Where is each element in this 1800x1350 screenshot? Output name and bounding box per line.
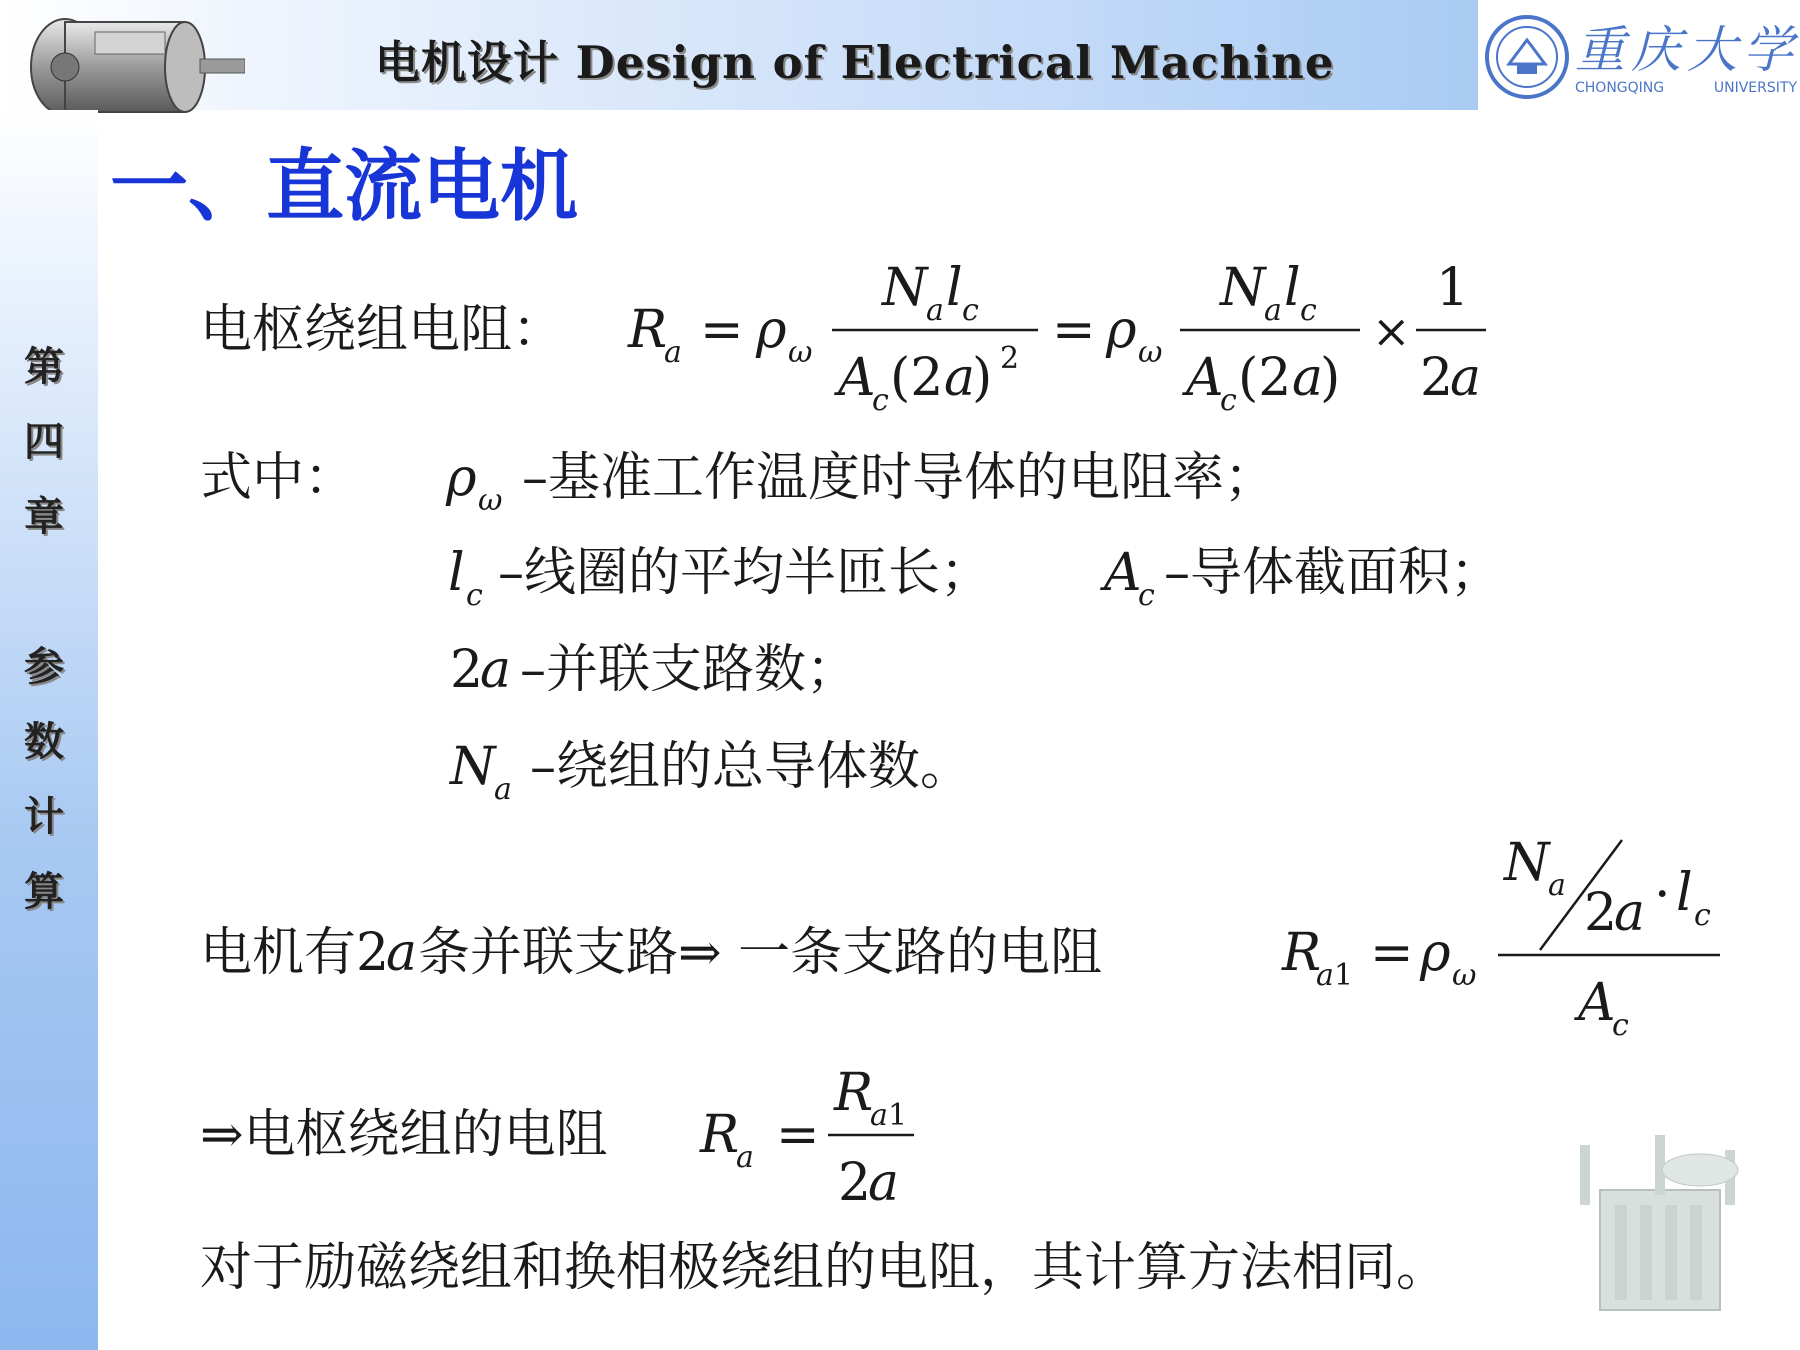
chapter-char: 数 [24, 719, 64, 765]
svg-text:2: 2 [838, 1153, 872, 1213]
svg-text:2: 2 [1000, 341, 1020, 376]
svg-text:a: a [870, 1098, 888, 1133]
closing-text: 对于励磁绕组和换相极绕组的电阻，其计算方法相同。 [200, 1238, 1449, 1298]
svg-text:a: a [494, 772, 512, 807]
svg-text:1: 1 [888, 1098, 908, 1133]
svg-text:a: a [1614, 883, 1646, 943]
svg-text:R: R [1282, 923, 1322, 983]
svg-text:c: c [1220, 383, 1237, 418]
svg-text:ρ: ρ [446, 448, 477, 508]
svg-text:A: A [1186, 348, 1224, 408]
svg-text:a: a [1316, 958, 1334, 993]
svg-text:a: a [1450, 348, 1482, 408]
svg-text:l: l [1284, 258, 1301, 318]
chapter-char: 参 [24, 644, 64, 690]
svg-text:): ) [1320, 348, 1341, 408]
svg-text:c: c [1612, 1008, 1629, 1043]
def-na [448, 737, 972, 807]
def-ac-text: –导体截面积； [1164, 543, 1503, 603]
svg-text:(2: (2 [890, 348, 944, 408]
svg-text:=: = [1052, 300, 1096, 360]
svg-text:R: R [700, 1105, 740, 1165]
svg-text:a: a [926, 293, 944, 328]
svg-text:2: 2 [356, 923, 390, 983]
svg-text:=: = [1370, 923, 1414, 983]
svg-text:R: R [834, 1063, 874, 1123]
svg-text:a: a [944, 348, 976, 408]
chapter-char: 四 [24, 419, 64, 465]
svg-text:(2: (2 [1238, 348, 1292, 408]
svg-text:1: 1 [1334, 958, 1354, 993]
svg-text:ρ: ρ [1420, 923, 1451, 983]
branch-text-a: 电机有 [200, 923, 357, 983]
university-en-left: CHONGQING [1575, 80, 1665, 96]
svg-text:a: a [1264, 293, 1282, 328]
def-lc-text: –线圈的平均半匝长； [498, 543, 993, 603]
svg-text:·: · [1654, 865, 1671, 925]
svg-text:A: A [1104, 543, 1142, 603]
svg-text:1: 1 [1436, 258, 1470, 318]
branch-text-b: 条并联支路⇒ 一条支路的电阻 [418, 923, 1103, 983]
svg-text:a: a [736, 1140, 754, 1175]
svg-text:2: 2 [1420, 348, 1454, 408]
result-text: ⇒电枢绕组的电阻 [200, 1105, 608, 1165]
branch-resistance [200, 833, 1720, 1043]
svg-text:R: R [628, 300, 668, 360]
def-lc-ac [448, 543, 1502, 613]
chapter-char: 计 [24, 794, 64, 840]
svg-text:l: l [1676, 863, 1693, 923]
formula-ra [627, 258, 1486, 418]
svg-text:c: c [466, 578, 483, 613]
where-label: 式中： [200, 448, 357, 508]
svg-text:ρ: ρ [756, 300, 787, 360]
svg-text:N: N [1504, 833, 1550, 893]
banner-title: 电机设计 Design of Electrical Machine [375, 36, 1335, 89]
svg-text:N: N [882, 258, 928, 318]
armature-label: 电枢绕组电阻： [200, 300, 565, 360]
def-2a-text: –并联支路数； [520, 640, 859, 700]
def-2a [450, 640, 858, 700]
svg-text:ω: ω [788, 335, 813, 370]
chapter-char: 第 [24, 344, 64, 390]
svg-text:): ) [972, 348, 993, 408]
university-en-right: UNIVERSITY [1713, 80, 1797, 96]
svg-text:c: c [872, 383, 889, 418]
svg-text:=: = [776, 1105, 820, 1165]
def-rho [445, 448, 1276, 518]
svg-text:×: × [1372, 304, 1411, 358]
svg-text:l: l [946, 258, 963, 318]
svg-text:2: 2 [450, 640, 484, 700]
svg-text:N: N [450, 737, 496, 797]
svg-text:a: a [480, 640, 512, 700]
svg-text:A: A [838, 348, 876, 408]
svg-text:A: A [1578, 973, 1616, 1033]
university-name-cn: 重庆大学 [1575, 21, 1799, 79]
svg-text:c: c [1694, 898, 1711, 933]
chapter-char: 章 [24, 494, 64, 540]
svg-text:a: a [664, 335, 682, 370]
svg-text:ω: ω [478, 483, 503, 518]
svg-text:ω: ω [1452, 958, 1477, 993]
svg-text:ω: ω [1138, 335, 1163, 370]
svg-text:c: c [962, 293, 979, 328]
svg-text:a: a [868, 1153, 900, 1213]
svg-text:a: a [1548, 868, 1566, 903]
chapter-char: 算 [24, 869, 64, 915]
svg-text:ρ: ρ [1106, 300, 1137, 360]
svg-text:N: N [1220, 258, 1266, 318]
slide-heading: 一、直流电机 [110, 142, 579, 232]
armature-result [200, 1063, 914, 1213]
svg-text:a: a [386, 923, 418, 983]
svg-text:=: = [700, 300, 744, 360]
svg-text:a: a [1292, 348, 1324, 408]
svg-text:c: c [1138, 578, 1155, 613]
svg-text:2: 2 [1584, 883, 1618, 943]
def-na-text: –绕组的总导体数。 [530, 737, 973, 797]
def-rho-text: –基准工作温度时导体的电阻率； [522, 448, 1277, 508]
svg-text:l: l [448, 543, 465, 603]
svg-text:c: c [1300, 293, 1317, 328]
